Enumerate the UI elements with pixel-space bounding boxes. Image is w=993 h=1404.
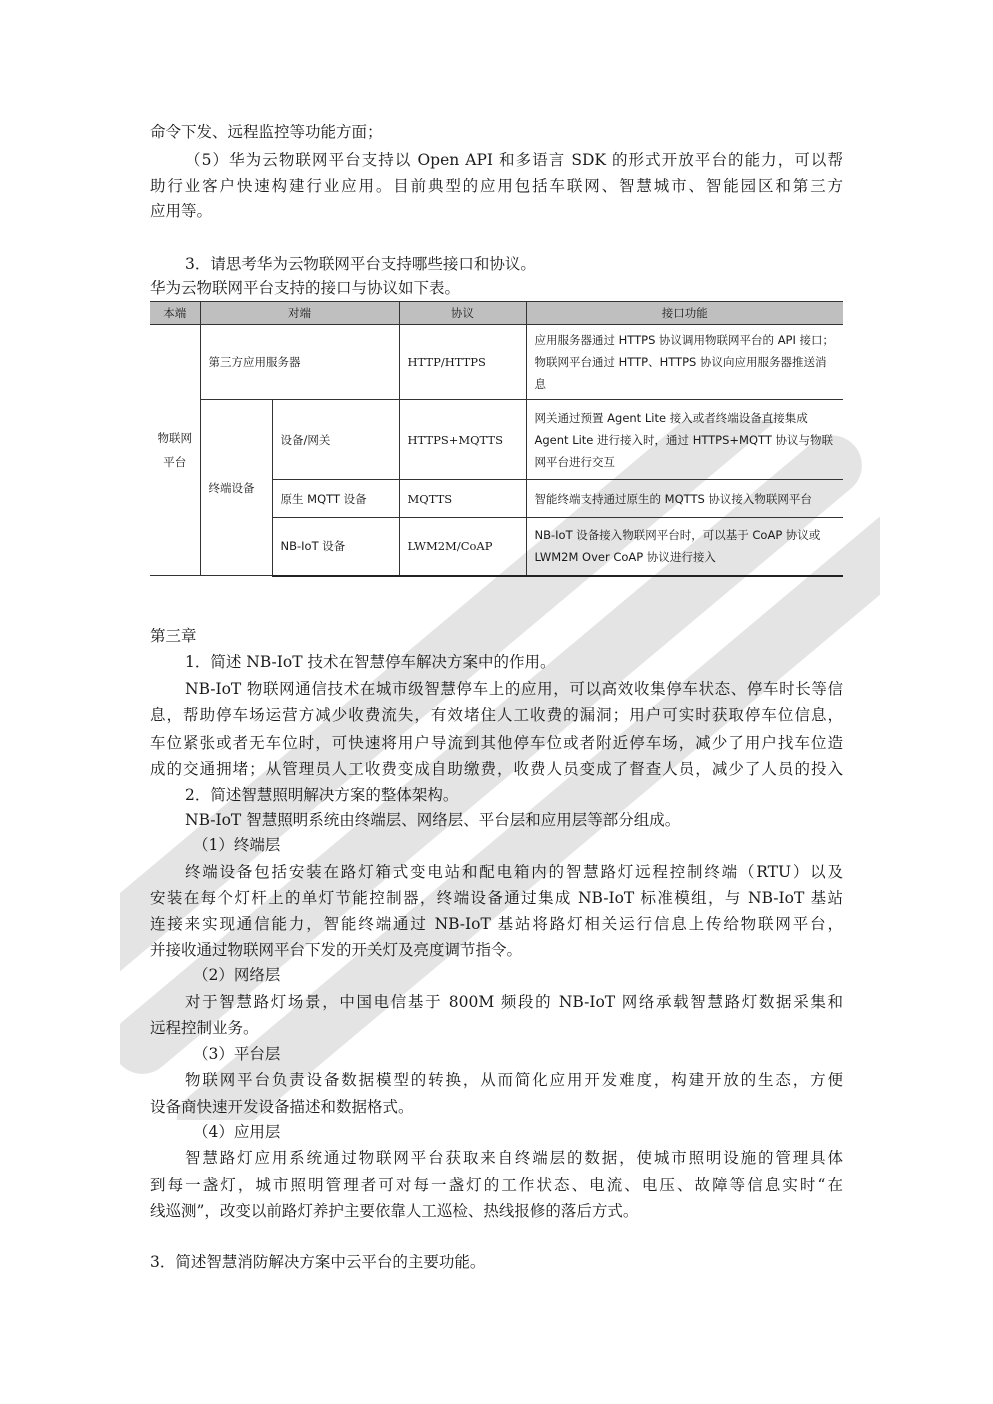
header-local-end: 本端 [150, 302, 200, 325]
text-line: （5）华为云物联网平台支持以 Open API 和多语言 SDK 的形式开放平台的能力，可以帮 [185, 151, 843, 169]
protocol-cell: LWM2M/CoAP [399, 518, 526, 576]
text-line: 智慧路灯应用系统通过物联网平台获取来自终端层的数据，使城市照明设施的管理具体 [185, 1149, 843, 1167]
text-line: 连接来实现通信能力，智能终端通过 NB-IoT 基站将路灯相关运行信息上传给物联网平台， [150, 915, 843, 933]
table-intro: 华为云物联网平台支持的接口与协议如下表。 [150, 279, 461, 297]
protocol-cell: HTTP/HTTPS [399, 325, 526, 400]
header-protocol: 协议 [399, 302, 526, 325]
function-cell: 智能终端支持通过原生的 MQTTS 协议接入物联网平台 [526, 480, 843, 518]
subsection-heading: （1）终端层 [193, 836, 281, 854]
subsection-heading: （3）平台层 [193, 1045, 281, 1063]
function-cell: NB-IoT 设备接入物联网平台时，可以基于 CoAP 协议或 LWM2M Over CoAP 协议进行接入 [526, 518, 843, 576]
text-line: 应用等。 [150, 202, 213, 220]
text-line: 物联网平台负责设备数据模型的转换，从而简化应用开发难度，构建开放的生态，方便 [185, 1071, 843, 1089]
function-cell: 网关通过预置 Agent Lite 接入或者终端设备直接集成 Agent Lite 进行接入时，通过 HTTPS+MQTT 协议与物联网平台进行交互 [526, 400, 843, 480]
question-heading: 1．简述 NB-IoT 技术在智慧停车解决方案中的作用。 [185, 653, 556, 671]
peer-cell: 原生 MQTT 设备 [272, 480, 399, 518]
text-line: 到每一盏灯，城市照明管理者可对每一盏灯的工作状态、电流、电压、故障等信息实时“在 [150, 1176, 843, 1194]
header-function: 接口功能 [526, 302, 843, 325]
local-end-cell: 物联网平台 [150, 325, 200, 576]
text-line: 设备商快速开发设备描述和数据格式。 [150, 1098, 414, 1116]
function-cell: 应用服务器通过 HTTPS 协议调用物联网平台的 API 接口；物联网平台通过 HTTP、HTTPS 协议向应用服务器推送消息 [526, 325, 843, 400]
text-line: 远程控制业务。 [150, 1019, 259, 1037]
peer-cell: 设备/网关 [272, 400, 399, 480]
text-line: 息，帮助停车场运营方减少收费流失，有效堵住人工收费的漏洞；用户可实时获取停车位信息， [150, 706, 843, 724]
protocol-cell: HTTPS+MQTTS [399, 400, 526, 480]
text-line: 助行业客户快速构建行业应用。目前典型的应用包括车联网、智慧城市、智能园区和第三方 [150, 177, 843, 195]
protocol-cell: MQTTS [399, 480, 526, 518]
text-line: 并接收通过物联网平台下发的开关灯及亮度调节指令。 [150, 941, 523, 959]
text-line: 安装在每个灯杆上的单灯节能控制器，终端设备通过集成 NB-IoT 标准模组，与 NB-IoT 基站 [150, 889, 843, 907]
text-line: 车位紧张或者无车位时，可快速将用户导流到其他停车位或者附近停车场，减少了用户找车位造 [150, 734, 843, 752]
subsection-heading: （2）网络层 [193, 966, 281, 984]
text-line: 成的交通拥堵；从管理员人工收费变成自助缴费，收费人员变成了督查人员，减少了人员的投入 [150, 760, 843, 778]
text-line: NB-IoT 物联网通信技术在城市级智慧停车上的应用，可以高效收集停车状态、停车时长等信 [185, 680, 843, 698]
text-line: 终端设备包括安装在路灯箱式变电站和配电箱内的智慧路灯远程控制终端（RTU）以及 [185, 863, 843, 881]
question-heading: 3．简述智慧消防解决方案中云平台的主要功能。 [150, 1253, 486, 1271]
table-row [150, 325, 843, 400]
text-line: NB-IoT 智慧照明系统由终端层、网络层、平台层和应用层等部分组成。 [185, 811, 681, 829]
table-row [150, 400, 843, 480]
table-header-row [150, 302, 843, 325]
subsection-heading: （4）应用层 [193, 1123, 281, 1141]
question-heading: 2．简述智慧照明解决方案的整体架构。 [185, 786, 459, 804]
chapter-heading: 第三章 [150, 627, 197, 645]
text-line: 命令下发、远程监控等功能方面； [150, 123, 383, 141]
header-peer: 对端 [200, 302, 399, 325]
protocol-table [150, 301, 843, 577]
peer-cell: NB-IoT 设备 [272, 518, 399, 576]
text-line: 对于智慧路灯场景，中国电信基于 800M 频段的 NB-IoT 网络承载智慧路灯数据采集和 [185, 993, 843, 1011]
peer-cell: 第三方应用服务器 [200, 325, 399, 400]
question-heading: 3．请思考华为云物联网平台支持哪些接口和协议。 [185, 255, 536, 273]
text-line: 线巡测”，改变以前路灯养护主要依靠人工巡检、热线报修的落后方式。 [150, 1202, 639, 1220]
group-cell: 终端设备 [200, 400, 272, 576]
